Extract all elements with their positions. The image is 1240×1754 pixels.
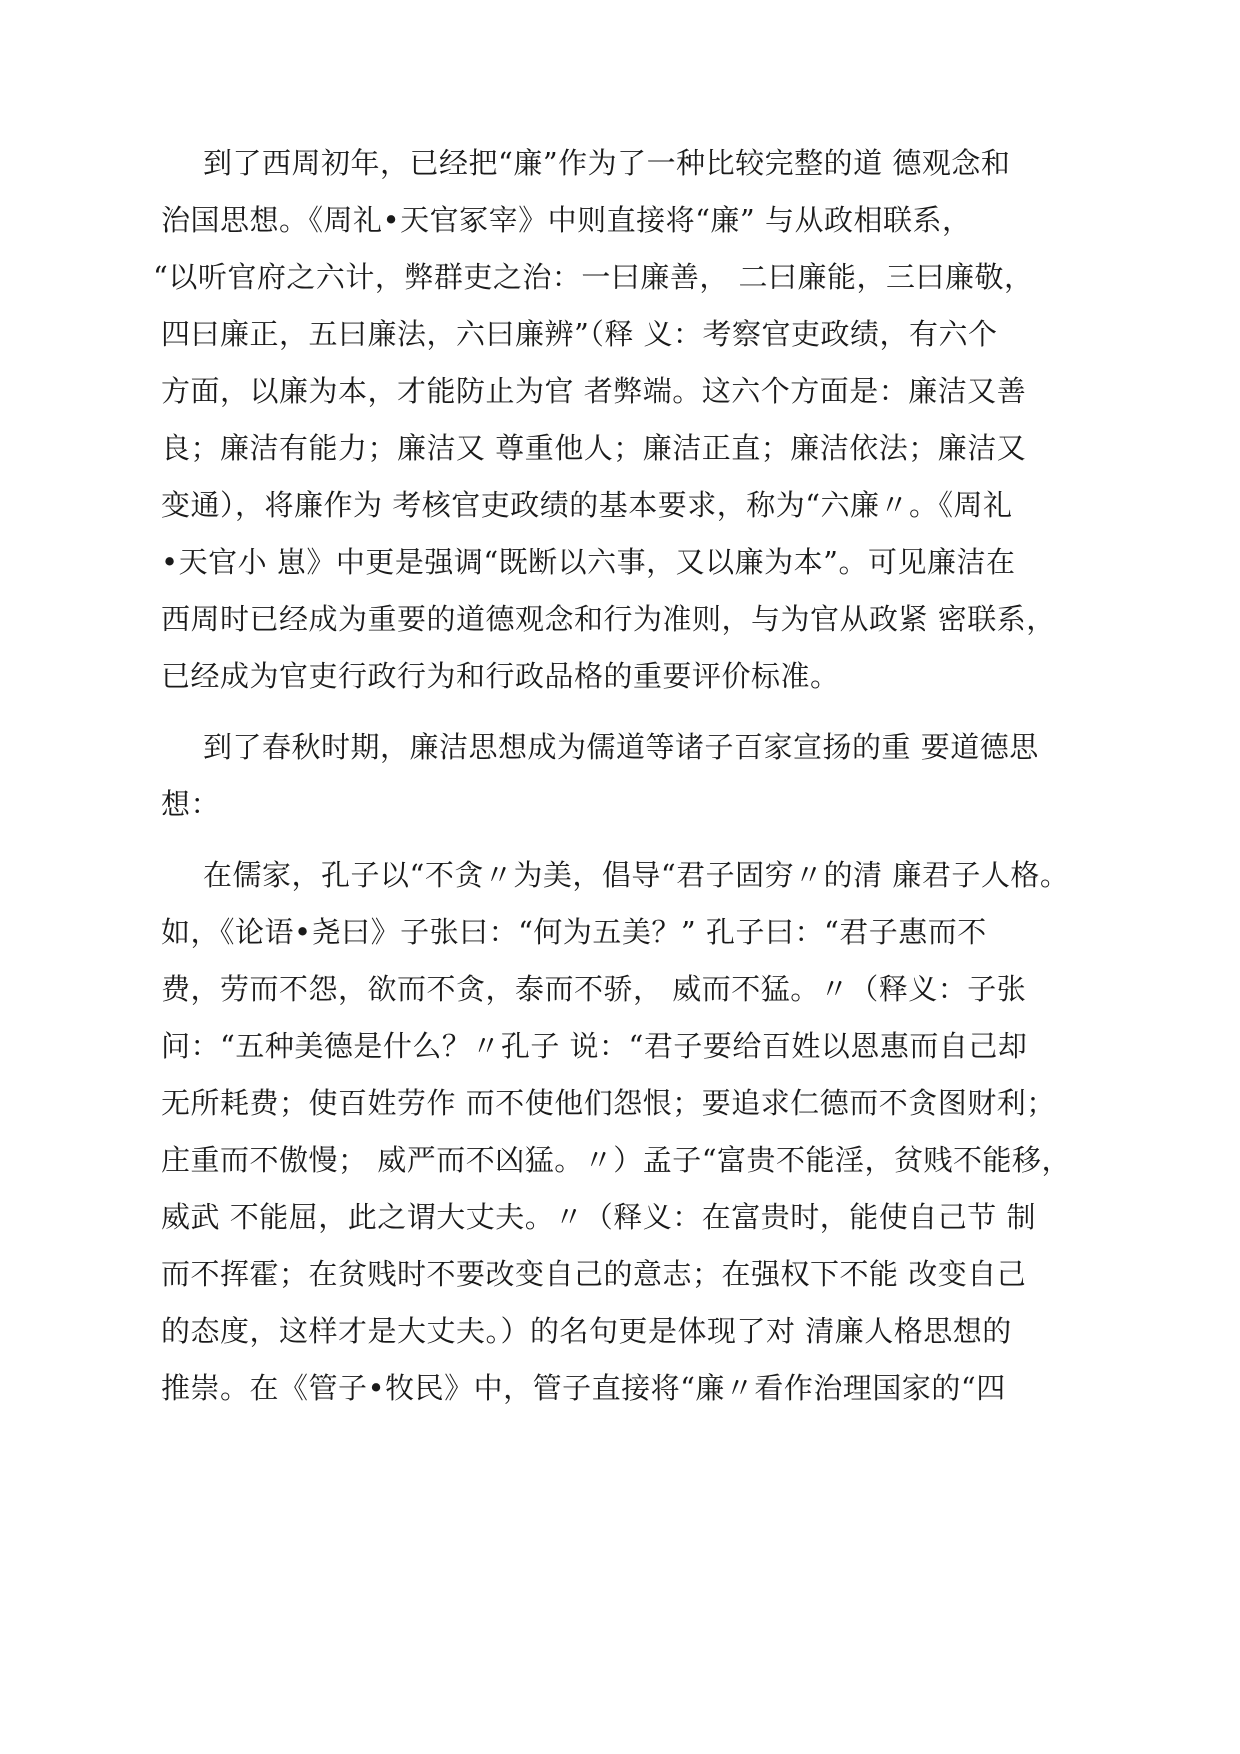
text-line: 威武 不能屈，此之谓大丈夫。〃（释义：在富贵时，能使自己节 制 — [161, 1200, 1036, 1234]
text-line: 而不挥霍；在贫贱时不要改变自己的意志；在强权下不能 改变自己 — [161, 1257, 1027, 1291]
text-line: 已经成为官吏行政行为和行政品格的重要评价标准。 — [161, 659, 840, 693]
text-line: 在儒家，孔子以“不贪〃为美，倡导“君子固穷〃的清 廉君子人格。 — [203, 858, 1070, 892]
text-line: “以听官府之六计，弊群吏之治：一曰廉善， 二曰廉能，三曰廉敬， — [153, 260, 1034, 294]
text-line: 的态度，这样才是大丈夫。）的名句更是体现了对 清廉人格思想的 — [161, 1314, 1012, 1348]
text-line: 想： — [161, 787, 221, 821]
text-line: 推崇。在《管子•牧民》中，管子直接将“廉〃看作治理国家的“四 — [161, 1371, 1006, 1405]
text-line: 到了西周初年，已经把“廉”作为了一种比较完整的道 德观念和 — [203, 146, 1011, 180]
text-line: 到了春秋时期，廉洁思想成为儒道等诸子百家宣扬的重 要道德思 — [203, 730, 1039, 764]
text-line: 西周时已经成为重要的道德观念和行为准则，与为官从政紧 密联系， — [161, 602, 1056, 636]
text-line: 治国思想。《周礼•天官冢宰》中则直接将“廉” 与从政相联系， — [161, 203, 972, 237]
text-line: 问：“五种美德是什么？〃孔子 说：“君子要给百姓以恩惠而自己却 — [161, 1029, 1028, 1063]
text-line: 良；廉洁有能力；廉洁又 尊重他人；廉洁正直；廉洁依法；廉洁又 — [161, 431, 1027, 465]
text-line: 无所耗费；使百姓劳作 而不使他们怨恨；要追求仁德而不贪图财利； — [161, 1086, 1056, 1120]
text-line: 变通），将廉作为 考核官吏政绩的基本要求，称为“六廉〃。《周礼 — [161, 488, 1013, 522]
text-line: 费，劳而不怨，欲而不贪，泰而不骄， 威而不猛。〃（释义：子张 — [161, 972, 1027, 1006]
text-line: 如，《论语•尧曰》子张曰：“何为五美？” 孔子曰：“君子惠而不 — [161, 915, 987, 949]
text-line: 四曰廉正，五曰廉法，六曰廉辨”（释 义：考察官吏政绩，有六个 — [161, 317, 998, 351]
text-line: 方面，以廉为本，才能防止为官 者弊端。这六个方面是：廉洁又善 — [161, 374, 1027, 408]
text-line: •天官小 崽》中更是强调“既断以六事，又以廉为本”。可见廉洁在 — [161, 545, 1016, 579]
text-line: 庄重而不傲慢； 威严而不凶猛。〃）孟子“富贵不能淫，贫贱不能移， — [161, 1143, 1072, 1177]
